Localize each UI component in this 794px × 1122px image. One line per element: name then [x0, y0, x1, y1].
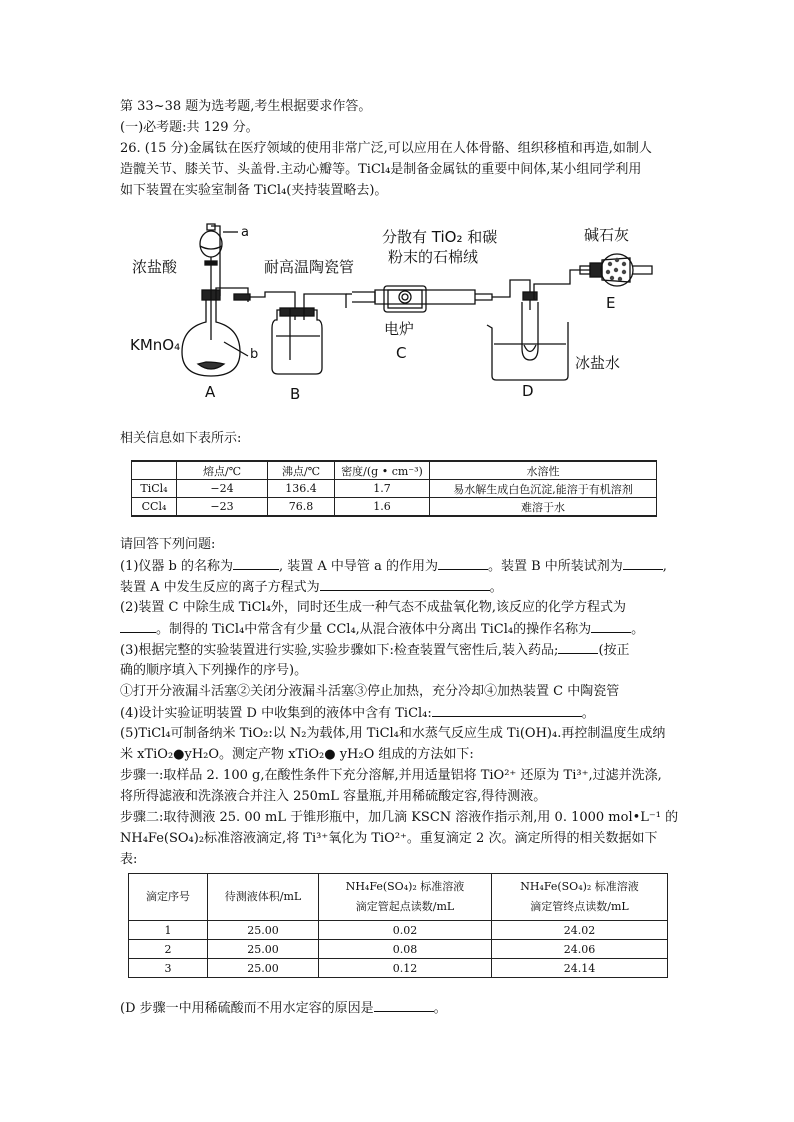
label-soda-lime: 碱石灰	[584, 226, 630, 244]
table-header-row: 熔点/℃ 沸点/℃ 密度/(g • cm⁻³) 水溶性	[132, 461, 657, 480]
answer-blank[interactable]	[432, 704, 582, 717]
step-1-cont: 将所得滤液和洗涤液合并注入 250mL 容量瓶,并用稀硫酸定容,得待测液。	[120, 789, 547, 804]
label-ice-salt-water: 冰盐水	[575, 354, 621, 372]
table-row: 2 25.00 0.08 24.06	[129, 940, 668, 959]
step-2-cont: NH₄Fe(SO₄)₂标准溶液滴定,将 Ti³⁺氧化为 TiO²⁺。重复滴定 2 次。滴定所得的相关数据如下	[120, 831, 658, 846]
step-1: 步骤一:取样品 2. 100 g,在酸性条件下充分溶解,并用适量铝将 TiO²⁺ 还原为 Ti³⁺,过滤并洗涤,	[120, 768, 662, 783]
question-4: (4)设计实验证明装置 D 中收集到的液体中含有 TiCl₄: 。	[120, 706, 595, 721]
question-1: (1)仪器 b 的名称为 , 装置 A 中导管 a 的作用为 。装置 B 中所装试剂为 ,	[120, 559, 667, 574]
table-row: 3 25.00 0.12 24.14	[129, 959, 668, 978]
question-1-cont: 装置 A 中发生反应的离子方程式为 。	[120, 580, 503, 595]
answer-blank[interactable]	[438, 557, 488, 570]
label-tio2-line2: 粉末的石棉绒	[388, 248, 479, 266]
table-header-row: 滴定序号 待测液体积/mL NH₄Fe(SO₄)₂ 标准溶液 滴定管起点读数/mL NH₄Fe(SO₄)₂ 标准溶液 滴定管终点读数/mL	[129, 874, 668, 921]
table-row: 1 25.00 0.02 24.02	[129, 921, 668, 940]
answer-blank[interactable]	[120, 620, 156, 633]
label-tio2-line1: 分散有 TiO₂ 和碳	[382, 228, 498, 246]
question-3-options: ①打开分液漏斗活塞②关闭分液漏斗活塞③停止加热，充分冷却④加热装置 C 中陶瓷管	[120, 684, 620, 699]
titration-table	[128, 873, 668, 978]
answer-blank[interactable]	[623, 557, 663, 570]
step-2: 步骤二:取待测液 25. 00 mL 于锥形瓶中，加几滴 KSCN 溶液作指示剂,用 0. 1000 mol•L⁻¹ 的	[120, 810, 679, 825]
question-5-cont: 米 xTiO₂●yH₂O。测定产物 xTiO₂● yH₂O 组成的方法如下:	[120, 747, 474, 762]
question-5-i: (D 步骤一中用稀硫酸而不用水定容的原因是 。	[120, 1001, 447, 1016]
question-3: (3)根据完整的实验装置进行实验,实验步骤如下:检查装置气密性后,装入药品; (按正	[120, 643, 630, 658]
label-A: A	[205, 383, 216, 401]
question-5: (5)TiCl₄可制备纳米 TiO₂:以 N₂为载体,用 TiCl₄和水蒸气反应生成 Ti(OH)₄.再控制温度生成纳	[120, 726, 666, 741]
label-conc-hcl: 浓盐酸	[132, 258, 178, 276]
step-2-cont: 表:	[120, 852, 138, 867]
label-E: E	[606, 294, 616, 312]
question-intro: 造髋关节、膝关节、头盖骨.主动心瓣等。TiCl₄是制备金属钛的重要中间体,某小组同学利用	[120, 162, 642, 177]
answer-blank[interactable]	[320, 578, 490, 591]
section-heading: (一)必考题:共 129 分。	[120, 120, 259, 135]
question-2-cont: 。制得的 TiCl₄中常含有少量 CCl₄,从混合液体中分离出 TiCl₄的操作名称为 。	[120, 620, 680, 639]
label-furnace: 电炉	[384, 320, 415, 338]
properties-table	[131, 460, 657, 517]
label-D: D	[522, 382, 534, 400]
question-intro: 如下装置在实验室制备 TiCl₄(夹持装置略去)。	[120, 183, 388, 198]
label-b: b	[250, 347, 259, 362]
label-ceramic-tube: 耐高温陶瓷管	[264, 258, 355, 276]
label-B: B	[290, 385, 301, 403]
label-C: C	[396, 344, 407, 362]
questions-intro: 请回答下列问题:	[120, 537, 216, 552]
table-intro: 相关信息如下表所示:	[120, 431, 242, 446]
label-kmno4: KMnO₄	[130, 336, 181, 354]
question-3-cont: 确的顺序填入下列操作的序号)。	[120, 663, 308, 678]
answer-blank[interactable]	[233, 557, 279, 570]
answer-blank[interactable]	[591, 620, 631, 633]
answer-blank[interactable]	[558, 641, 598, 654]
label-a: a	[241, 225, 249, 240]
question-2: (2)装置 C 中除生成 TiCl₄外，同时还生成一种气态不成盐氧化物,该反应的化学方程式为	[120, 600, 627, 615]
instruction-line: 第 33~38 题为选考题,考生根据要求作答。	[120, 99, 372, 114]
table-row: TiCl₄ −24 136.4 1.7 易水解生成白色沉淀,能溶于有机溶剂	[132, 480, 657, 498]
apparatus-diagram	[120, 210, 680, 415]
question-intro: 26. (15 分)金属钛在医疗领域的使用非常广泛,可以应用在人体骨骼、组织移植和再造,如制人	[120, 141, 652, 156]
table-row: CCl₄ −23 76.8 1.6 难溶于水	[132, 498, 657, 517]
answer-blank[interactable]	[374, 999, 434, 1012]
